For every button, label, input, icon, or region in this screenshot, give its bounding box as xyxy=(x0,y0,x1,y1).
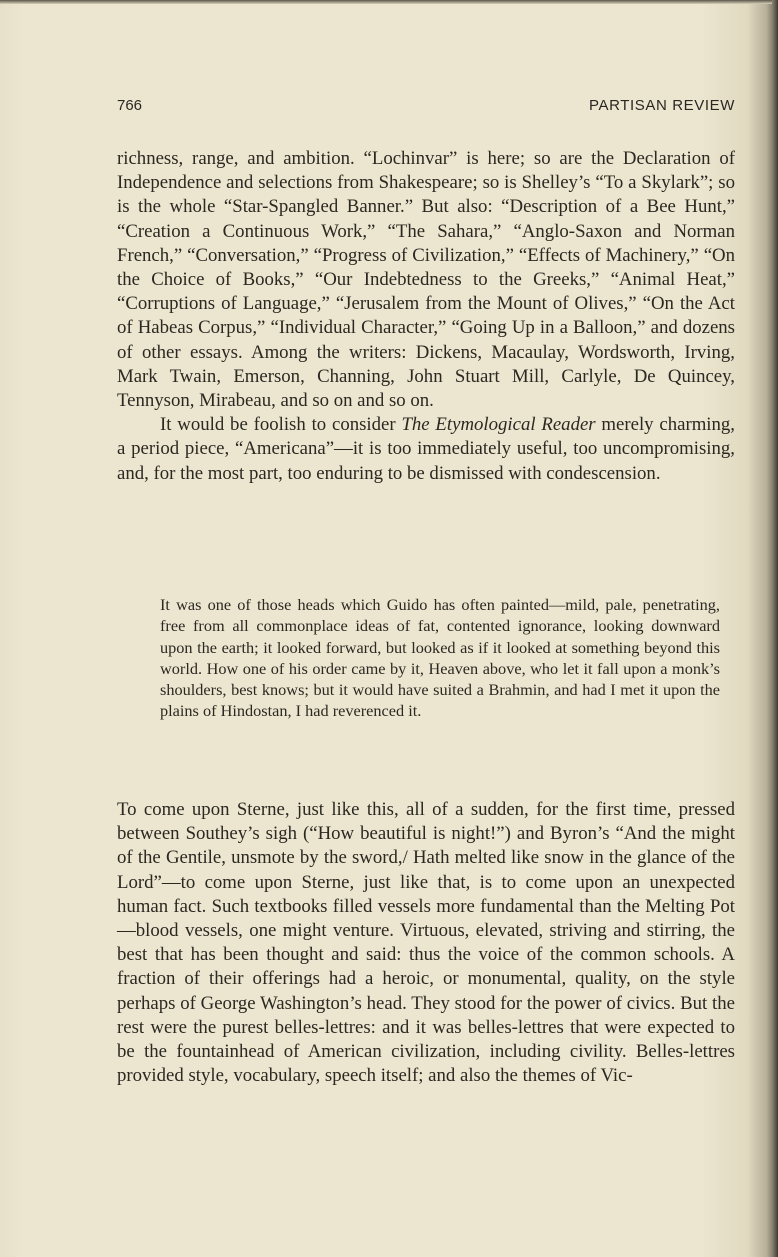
body-text-top xyxy=(117,147,735,486)
running-head: PARTISAN REVIEW xyxy=(589,97,735,114)
paragraph-3: To come upon Sterne, just like this, all of a sudden, for the first time, pressed between Southey’s sigh (“How beautiful is night!”) and Byron’s “And the might of the Gentile, unsmote by the sword,/ Hath melted like snow in the glance of the Lord”—to come upon Sterne, just like that, is to come upon an unexpected human fact. Such textbooks filled vessels more fundamental than the Melting Pot—blood vessels, one might venture. Virtuous, elevated, striving and stirring, the best that has been thought and said: thus the voice of the common schools. A fraction of their offerings had a heroic, or monumental, quality, on the style perhaps of George Washington’s head. They stood for the power of civics. But the rest were the purest belles-lettres: and it was belles-lettres that were expected to be the fountainhead of American civilization, including civility. Belles-lettres provided style, vocabulary, speech itself; and also the themes of Vic- xyxy=(117,799,735,1087)
paragraph-2-start: It would be foolish to consider xyxy=(160,414,402,436)
page-binding-edge xyxy=(772,0,778,1257)
page-header xyxy=(117,97,735,121)
paragraph-2-end: merely charming, a period piece, “Americana”—it is too immediately useful, too uncompromising, and, for the most part, too enduring to be dismissed with condescension. xyxy=(117,414,735,484)
block-quote: It was one of those heads which Guido has often painted—mild, pale, penetrating, free from all commonplace ideas of fat, contented ignorance, looking downward upon the earth; it looked forward, but looked as if it looked at something beyond this world. How one of his order came by it, Heaven above, who let it fall upon a monk’s shoulders, best knows; but it would have suited a Brahmin, and had I met it upon the plains of Hindostan, I had reverenced it. xyxy=(160,595,720,721)
paragraph-2 xyxy=(117,413,735,486)
paragraph-1: richness, range, and ambition. “Lochinvar” is here; so are the Declaration of Independence and selections from Shakespeare; so is Shelley’s “To a Skylark”; so is the whole “Star-Spangled Banner.” But also: “Description of a Bee Hunt,” “Creation a Continuous Work,” “The Sahara,” “Anglo-Saxon and Norman French,” “Conversation,” “Progress of Civilization,” “Effects of Machinery,” “On the Choice of Books,” “Our Indebtedness to the Greeks,” “Animal Heat,” “Corruptions of Language,” “Jerusalem from the Mount of Olives,” “On the Act of Habeas Corpus,” “Individual Character,” “Going Up in a Balloon,” and dozens of other essays. Among the writers: Dickens, Macaulay, Wordsworth, Irving, Mark Twain, Emerson, Channing, John Stuart Mill, Carlyle, De Quincey, Tennyson, Mirabeau, and so on and so on. xyxy=(117,148,735,412)
book-title: The Etymological Reader xyxy=(401,414,596,436)
page-number: 766 xyxy=(117,97,143,114)
page-top-shadow xyxy=(0,0,778,4)
